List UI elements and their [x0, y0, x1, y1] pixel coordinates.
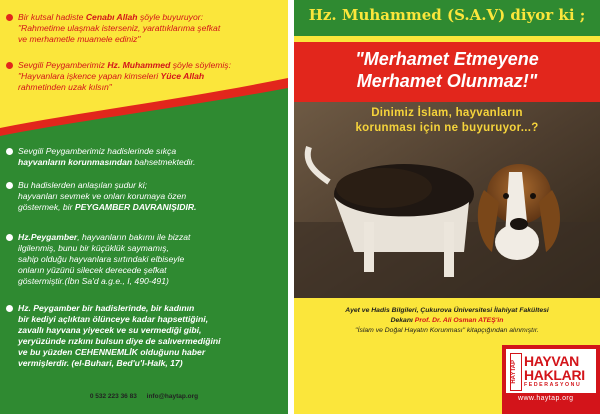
bullet-line: [18, 71, 231, 82]
credit-line-3: "İslam ve Doğal Hayatın Korunması" kitapçığından alınmıştır.: [355, 327, 539, 334]
emphasis-text: PEYGAMBER DAVRANIŞIDIR.: [74, 202, 197, 212]
text-segment: göstermiştir.(İbn Sa'd a.g.e., I, 490-491): [18, 276, 169, 286]
emphasis-text: ve bu yüzden CEHENNEMLİK olduğunu haber: [18, 347, 206, 357]
text-segment: şöyle söylemiş:: [170, 60, 231, 70]
email-address: info@haytap.org: [146, 393, 199, 400]
bullet-line: [18, 23, 220, 34]
question-heading: [294, 106, 600, 136]
emphasis-text: bir kediyi açlıktan ölünceye kadar hapsettiğini,: [18, 314, 209, 324]
bullet-text: [18, 146, 195, 168]
bullet-line: [18, 232, 190, 243]
text-segment: "Rahmetime ulaşmak isterseniz, yarattıklarıma şefkat: [18, 23, 221, 33]
text-segment: bahsetmektedir.: [132, 157, 196, 167]
bullet-text: [18, 303, 221, 369]
text-segment: Bu hadislerden anlaşılan şudur ki;: [18, 180, 147, 190]
emphasis-text: yeryüzünde rızkını bulsun diye de salıvermediğini: [18, 336, 221, 346]
bullet-line: [18, 82, 231, 93]
haytap-logo[interactable]: [510, 353, 596, 405]
text-segment: rahmetinden uzak kılsın": [18, 82, 112, 92]
bullet-line: [18, 325, 221, 336]
slogan-line-2: Merhamet Olunmaz!": [356, 71, 538, 91]
bullet-line: [18, 336, 221, 347]
logo-side-text: HAYTAP: [511, 360, 517, 384]
bullet-line: [18, 12, 220, 23]
text-segment: ilgilenmiş, bunu bir küçüklük saymamış,: [18, 243, 169, 253]
bullet-text: [18, 60, 231, 93]
text-segment: Sevgili Peygamberimiz: [18, 60, 108, 70]
bullet-line: [18, 191, 196, 202]
text-segment: onların yüzünü silecek derecede şefkat: [18, 265, 167, 275]
bullet-text: [18, 12, 220, 45]
bullet-icon: [6, 234, 13, 241]
logo-line-2: HAKLARI: [524, 367, 585, 383]
slogan-line-1: "Merhamet Etmeyene: [355, 49, 539, 69]
right-panel: [294, 0, 600, 414]
credit-line-2-prefix: Dekanı: [390, 317, 415, 324]
slogan: [294, 48, 600, 92]
credit-line-1: Ayet ve Hadis Bilgileri, Çukurova Üniversitesi İlahiyat Fakültesi: [345, 307, 549, 314]
bullet-line: [18, 276, 190, 287]
source-credit: [294, 306, 600, 336]
bullet-line: [18, 265, 190, 276]
text-segment: hayvanları sevmek ve onları korumaya özen: [18, 191, 187, 201]
question-line-1: Dinimiz İslam, hayvanların: [371, 107, 523, 119]
bullet-line: [18, 146, 195, 157]
bullet-line: [18, 34, 220, 45]
website-url[interactable]: www.haytap.org: [518, 395, 574, 402]
left-panel: [0, 0, 288, 414]
logo-line-1: HAYVAN: [524, 353, 579, 369]
emphasis-text: Yüce Allah: [160, 71, 205, 81]
text-segment: , hayvanların bakımı ile bizzat: [77, 232, 191, 242]
bullet-text: [18, 180, 196, 213]
text-segment: ve merhametle muamele ediniz": [18, 34, 141, 44]
bullet-text: [18, 232, 190, 287]
text-segment: Sevgili Peygamberimiz hadislerinde sıkça: [18, 146, 177, 156]
bullet-line: [18, 60, 231, 71]
bullet-line: [18, 347, 221, 358]
bullet-icon: [6, 148, 13, 155]
bullet-line: [18, 202, 196, 213]
bullet-line: [18, 254, 190, 265]
phone-number: 0 532 223 36 83: [89, 393, 137, 400]
text-segment: göstermek, bir: [18, 202, 75, 212]
contact-line: [0, 393, 288, 400]
bullet-line: [18, 358, 221, 369]
bullet-line: [18, 157, 195, 168]
text-segment: sahip olduğu hayvanlara sırtındaki elbiseyle: [18, 254, 185, 264]
logo-line-3: FEDERASYONU: [524, 382, 582, 388]
text-segment: Bir kutsal hadiste: [18, 12, 86, 22]
bullet-line: [18, 314, 221, 325]
emphasis-text: zavallı hayvana yiyecek ve su vermediği gibi,: [18, 325, 202, 335]
emphasis-text: vermişlerdir. (el-Buhari, Bed'u'l-Halk, 17): [18, 358, 183, 368]
bullet-icon: [6, 182, 13, 189]
text-segment: şöyle buyuruyor:: [137, 12, 204, 22]
emphasis-text: Cenabı Allah: [85, 12, 138, 22]
bullet-icon: [6, 62, 13, 69]
bullet-line: [18, 303, 221, 314]
emphasis-text: Hz.Peygamber: [18, 232, 78, 242]
bullet-icon: [6, 305, 13, 312]
logo-side-box: [510, 353, 522, 391]
bullet-line: [18, 243, 190, 254]
emphasis-text: hayvanların korunmasından: [18, 157, 133, 167]
question-line-2: korunması için ne buyuruyor...?: [355, 122, 539, 134]
emphasis-text: Hz. Muhammed: [107, 60, 171, 70]
text-segment: "Hayvanlara işkence yapan kimseleri: [18, 71, 161, 81]
emphasis-text: Hz. Peygamber bir hadislerinde, bir kadının: [18, 303, 195, 313]
page-title: Hz. Muhammed (S.A.V) diyor ki ;: [308, 6, 586, 24]
bullet-line: [18, 180, 196, 191]
author-name: Prof. Dr. Ali Osman ATEŞ'in: [414, 317, 504, 324]
bullet-icon: [6, 14, 13, 21]
